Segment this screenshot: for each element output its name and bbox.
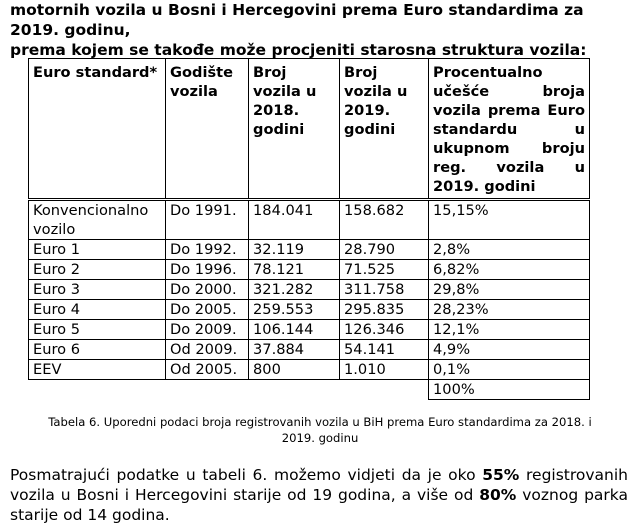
table-caption <box>14 414 626 446</box>
table-row <box>29 360 590 380</box>
cell-count-2018: 32.119 <box>249 240 340 260</box>
conclusion-percent-55: 55% <box>482 466 520 484</box>
table-row <box>29 200 590 240</box>
cell-count-2018: 259.553 <box>249 300 340 320</box>
table-total-row <box>29 380 590 400</box>
cell-count-2019: 1.010 <box>340 360 429 380</box>
cell-share: 4,9% <box>429 340 590 360</box>
header-procentualno-text: Procentualno učešće broja vozila prema Euro standardu u ukupnom broju reg. vozila u 2019. godini <box>433 64 585 195</box>
cell-standard: Euro 1 <box>29 240 166 260</box>
table-row <box>29 300 590 320</box>
empty-cell <box>340 380 429 400</box>
cell-total-share: 100% <box>429 380 590 400</box>
cell-year: Od 2005. <box>166 360 249 380</box>
cell-share: 28,23% <box>429 300 590 320</box>
cell-year: Do 2009. <box>166 320 249 340</box>
cell-standard: Euro 6 <box>29 340 166 360</box>
cell-count-2019: 295.835 <box>340 300 429 320</box>
cell-standard: Euro 2 <box>29 260 166 280</box>
intro-text <box>10 0 632 60</box>
table-row <box>29 340 590 360</box>
header-broj-2018: Broj vozila u 2018. godini <box>249 59 340 200</box>
conclusion-part-2: registrovanih vozila u Bosni i Hercegovini starije od 19 godina, a više od <box>10 466 629 504</box>
cell-year: Do 2005. <box>166 300 249 320</box>
euro-standard-table <box>28 58 590 400</box>
cell-standard: EEV <box>29 360 166 380</box>
cell-count-2019: 158.682 <box>340 200 429 240</box>
cell-count-2018: 106.144 <box>249 320 340 340</box>
cell-count-2019: 71.525 <box>340 260 429 280</box>
header-broj-2019: Broj vozila u 2019. godini <box>340 59 429 200</box>
cell-count-2018: 78.121 <box>249 260 340 280</box>
cell-share: 15,15% <box>429 200 590 240</box>
header-procentualno <box>429 59 590 200</box>
conclusion-paragraph <box>10 465 628 525</box>
header-godiste: Godište vozila <box>166 59 249 200</box>
caption-line-1: Tabela 6. Uporedni podaci broja registrovanih vozila u BiH prema Euro standardima za 2018. i <box>48 415 592 429</box>
cell-count-2019: 28.790 <box>340 240 429 260</box>
cell-count-2018: 321.282 <box>249 280 340 300</box>
cell-year: Od 2009. <box>166 340 249 360</box>
cell-standard: Konvencionalno vozilo <box>29 200 166 240</box>
cell-share: 2,8% <box>429 240 590 260</box>
empty-cell <box>166 380 249 400</box>
empty-cell <box>29 380 166 400</box>
table-row <box>29 320 590 340</box>
cell-standard: Euro 4 <box>29 300 166 320</box>
cell-standard: Euro 3 <box>29 280 166 300</box>
cell-count-2019: 126.346 <box>340 320 429 340</box>
intro-line-1: motornih vozila u Bosni i Hercegovini prema Euro standardima za 2019. godinu, <box>10 1 584 39</box>
cell-share: 0,1% <box>429 360 590 380</box>
cell-count-2018: 800 <box>249 360 340 380</box>
conclusion-part-3: voznog parka starije od 14 godina. <box>10 486 628 524</box>
table-row <box>29 280 590 300</box>
empty-cell <box>249 380 340 400</box>
table-row <box>29 260 590 280</box>
cell-year: Do 1996. <box>166 260 249 280</box>
header-euro-standard: Euro standard* <box>29 59 166 200</box>
cell-count-2018: 37.884 <box>249 340 340 360</box>
cell-standard: Euro 5 <box>29 320 166 340</box>
conclusion-percent-80: 80% <box>479 486 517 504</box>
intro-line-2: prema kojem se takođe može procjeniti starosna struktura vozila: <box>10 41 587 59</box>
cell-count-2019: 54.141 <box>340 340 429 360</box>
caption-line-2: 2019. godinu <box>281 431 359 445</box>
cell-year: Do 2000. <box>166 280 249 300</box>
table-header-row <box>29 59 590 200</box>
cell-year: Do 1991. <box>166 200 249 240</box>
conclusion-part-1: Posmatrajući podatke u tabeli 6. možemo vidjeti da je oko <box>10 466 483 484</box>
cell-count-2018: 184.041 <box>249 200 340 240</box>
cell-year: Do 1992. <box>166 240 249 260</box>
cell-share: 12,1% <box>429 320 590 340</box>
cell-share: 29,8% <box>429 280 590 300</box>
cell-count-2019: 311.758 <box>340 280 429 300</box>
table-row <box>29 240 590 260</box>
cell-share: 6,82% <box>429 260 590 280</box>
